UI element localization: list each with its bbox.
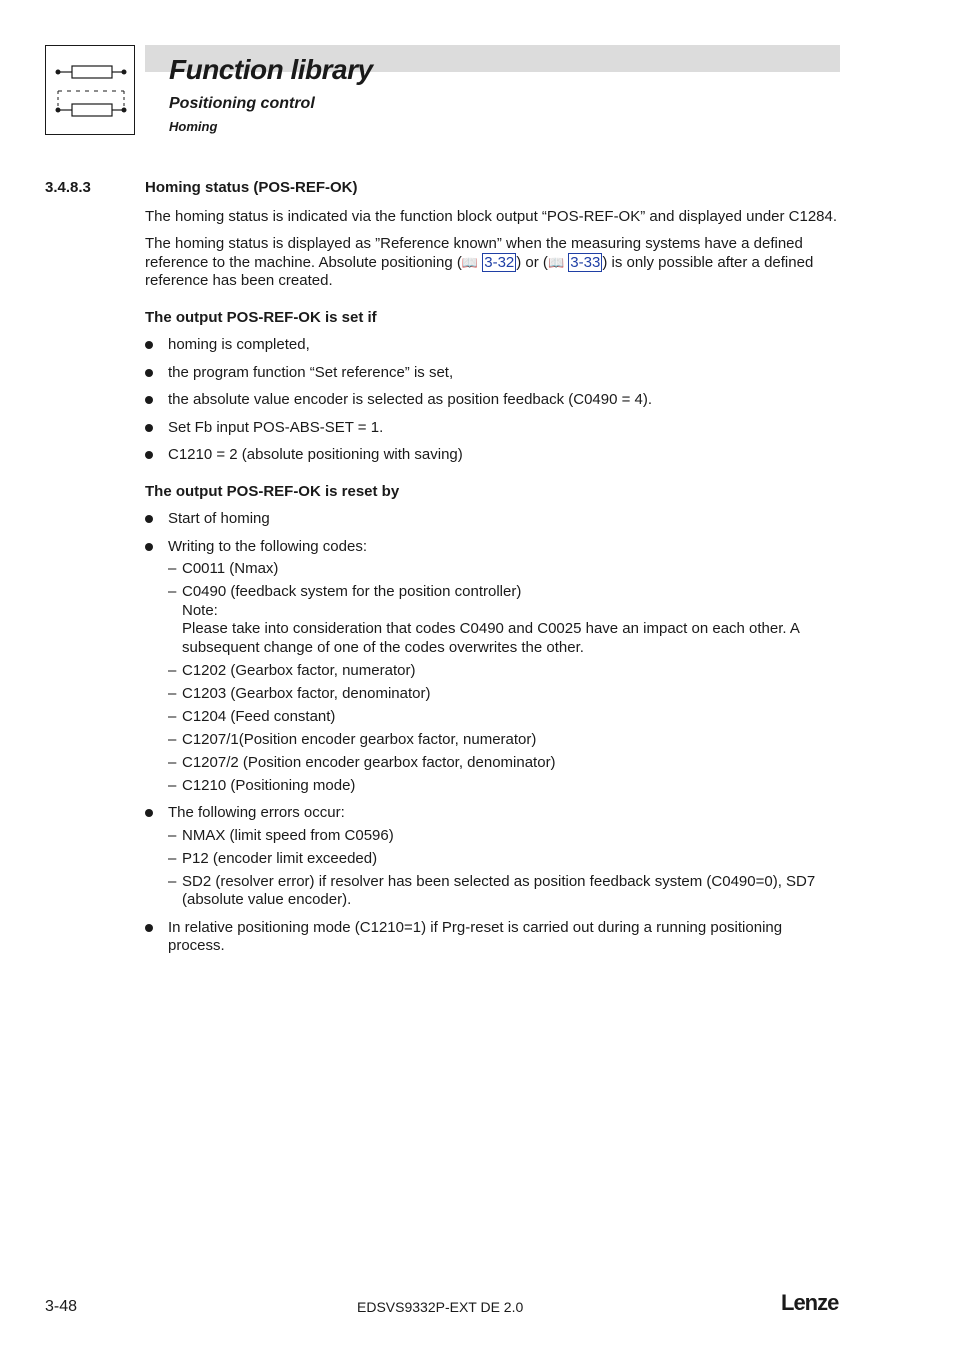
code-item: – C1202 (Gearbox factor, numerator)	[168, 662, 842, 681]
book-icon: 📖	[547, 254, 565, 270]
chapter-subtitle: Positioning control	[169, 95, 315, 112]
list-item-label: The following errors occur:	[168, 804, 345, 821]
page-title: Function library	[169, 54, 373, 85]
code-item	[168, 583, 842, 657]
section-number: 3.4.8.3	[45, 179, 91, 196]
note-text: Please take into consideration that codes C0490 and C0025 have an impact on each other. A subsequent change of one of the codes overwrites the other.	[182, 620, 800, 656]
errors-list	[168, 827, 842, 910]
code-item: – C1210 (Positioning mode)	[168, 777, 842, 796]
list-item: C1210 = 2 (absolute positioning with saving)	[145, 446, 842, 465]
paragraph-text: The homing status is displayed as ”Reference known” when the measuring systems have a defined reference to the machine. Absolute positioning (	[145, 235, 803, 271]
paragraph-status-output: The homing status is indicated via the function block output “POS-REF-OK” and displayed under C1284.	[145, 207, 838, 225]
section-title: Homing status (POS-REF-OK)	[145, 179, 358, 196]
brand-logo: Lenze	[781, 1290, 839, 1315]
reset-conditions-heading: The output POS-REF-OK is reset by	[145, 482, 400, 500]
list-item: In relative positioning mode (C1210=1) if Prg-reset is carried out during a running positioning process.	[145, 919, 842, 956]
code-item: – C1207/2 (Position encoder gearbox factor, denominator)	[168, 754, 842, 773]
block-diagram-icon	[45, 45, 135, 135]
list-item: Start of homing	[145, 510, 842, 529]
paragraph-text: ) is only possible after a defined reference has been created.	[145, 253, 814, 289]
set-conditions-list	[145, 336, 842, 465]
section-content	[145, 179, 842, 965]
list-item	[145, 538, 842, 796]
book-icon: 📖	[461, 254, 479, 270]
codes-list	[168, 560, 842, 795]
list-item	[145, 804, 842, 910]
list-item-label: Writing to the following codes:	[168, 537, 367, 555]
block-diagram-icon-graphic	[46, 46, 134, 134]
error-item: – SD2 (resolver error) if resolver has been selected as position feedback system (C0490=0), SD7 (absolute value encoder).	[168, 873, 842, 910]
set-conditions-heading: The output POS-REF-OK is set if	[145, 308, 377, 326]
code-item: – C1207/1(Position encoder gearbox factor, numerator)	[168, 731, 842, 750]
note-label: Note:	[182, 601, 218, 619]
page-number: 3-48	[45, 1298, 78, 1315]
list-item: the absolute value encoder is selected as position feedback (C0490 = 4).	[145, 391, 842, 410]
reset-conditions-list	[145, 510, 842, 956]
code-item: – C1204 (Feed constant)	[168, 708, 842, 727]
page-reference-link[interactable]: 3-32	[484, 253, 515, 271]
document-id: EDSVS9332P-EXT DE 2.0	[357, 1299, 524, 1315]
error-item: – NMAX (limit speed from C0596)	[168, 827, 842, 846]
error-item: – P12 (encoder limit exceeded)	[168, 850, 842, 869]
code-item: – C0011 (Nmax)	[168, 560, 842, 579]
list-item: the program function “Set reference” is set,	[145, 364, 842, 383]
list-item: Set Fb input POS-ABS-SET = 1.	[145, 419, 842, 438]
list-item: homing is completed,	[145, 336, 842, 355]
page-reference-link[interactable]: 3-33	[570, 253, 601, 271]
code-item: – C1203 (Gearbox factor, denominator)	[168, 685, 842, 704]
paragraph-reference-known	[145, 235, 842, 291]
paragraph-text: ) or (	[516, 253, 548, 271]
code-item-label: C0490 (feedback system for the position controller)	[182, 583, 522, 600]
section-subtitle: Homing	[169, 119, 218, 134]
